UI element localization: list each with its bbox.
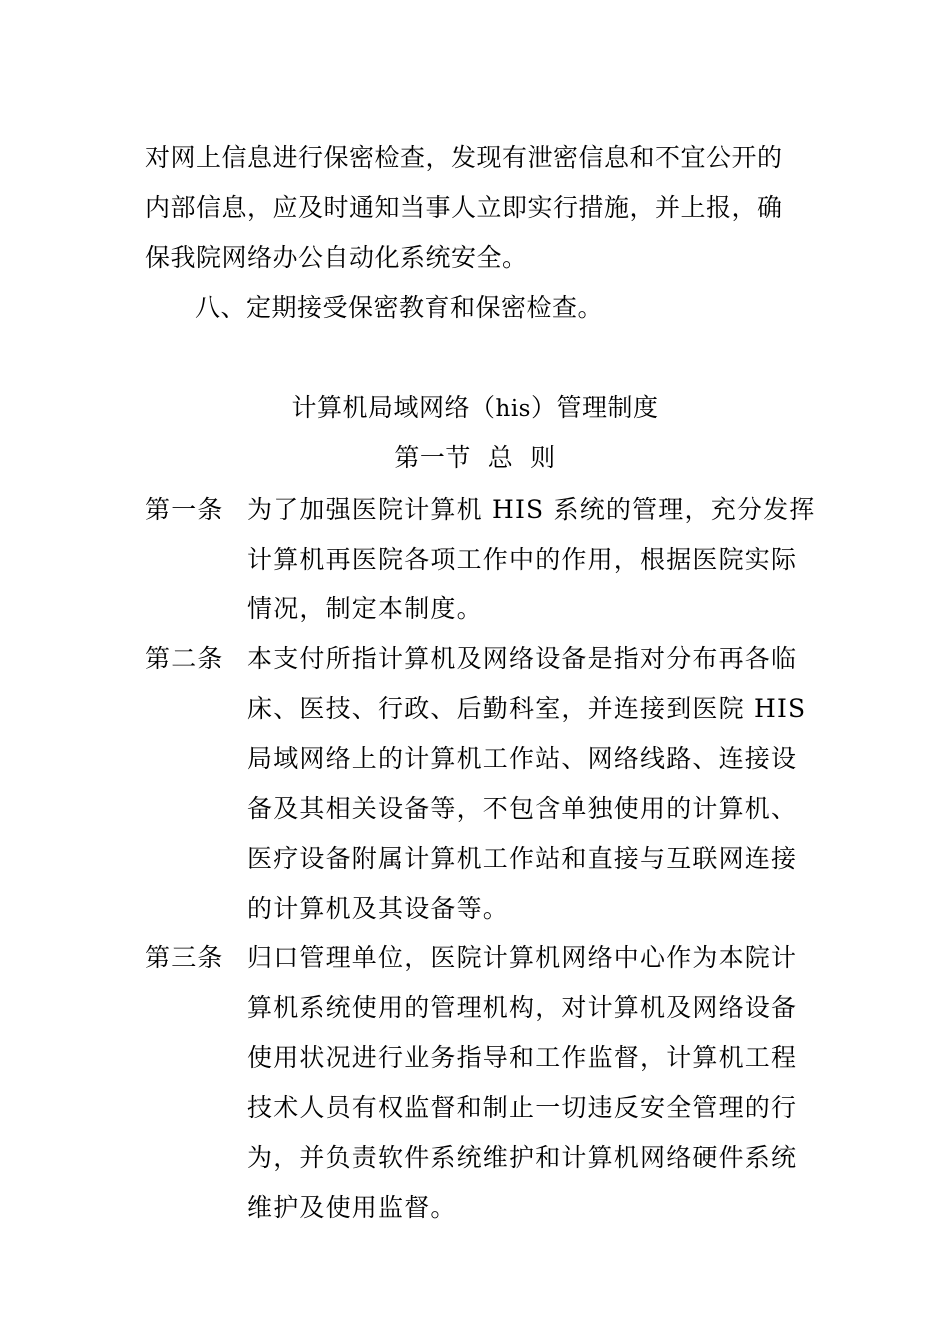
document-title <box>0 392 950 425</box>
article-3-label: 第三条 <box>145 943 224 972</box>
title-his: his <box>495 396 531 422</box>
article-1-line-1: 为了加强医院计算机 HIS 系统的管理，充分发挥 <box>247 495 816 524</box>
article-2-line-6: 的计算机及其设备等。 <box>247 894 510 923</box>
title-prefix: 计算机局域网络（ <box>291 393 496 422</box>
intro-line-2: 内部信息，应及时通知当事人立即实行措施，并上报，确 <box>145 193 783 222</box>
article-3-line-3: 使用状况进行业务指导和工作监督，计算机工程 <box>247 1043 798 1072</box>
article-2-line-2: 床、医技、行政、后勤科室，并连接到医院 HIS <box>247 694 807 723</box>
article-2-line-4: 备及其相关设备等，不包含单独使用的计算机、 <box>247 794 798 823</box>
section-title: 第一节 总 则 <box>394 443 556 472</box>
article-2-label: 第二条 <box>145 644 224 673</box>
intro-line-3: 保我院网络办公自动化系统安全。 <box>145 243 528 272</box>
article-1-line-2: 计算机再医院各项工作中的作用，根据医院实际 <box>247 545 798 574</box>
article-2-line-3: 局域网络上的计算机工作站、网络线路、连接设 <box>247 744 798 773</box>
article-1-line-3: 情况，制定本制度。 <box>247 594 483 623</box>
article-3-line-1: 归口管理单位，医院计算机网络中心作为本院计 <box>247 943 798 972</box>
article-2-line-5: 医疗设备附属计算机工作站和直接与互联网连接 <box>247 844 798 873</box>
intro-line-1: 对网上信息进行保密检查，发现有泄密信息和不宜公开的 <box>145 143 783 172</box>
item-eight: 八、定期接受保密教育和保密检查。 <box>195 293 604 322</box>
article-3-line-2: 算机系统使用的管理机构，对计算机及网络设备 <box>247 993 798 1022</box>
article-3-line-6: 维护及使用监督。 <box>247 1193 457 1222</box>
title-suffix: ）管理制度 <box>530 393 659 422</box>
article-3-line-5: 为，并负责软件系统维护和计算机网络硬件系统 <box>247 1143 798 1172</box>
article-1-label: 第一条 <box>145 495 224 524</box>
article-3-line-4: 技术人员有权监督和制止一切违反安全管理的行 <box>247 1093 798 1122</box>
article-2-line-1: 本支付所指计算机及网络设备是指对分布再各临 <box>247 644 798 673</box>
